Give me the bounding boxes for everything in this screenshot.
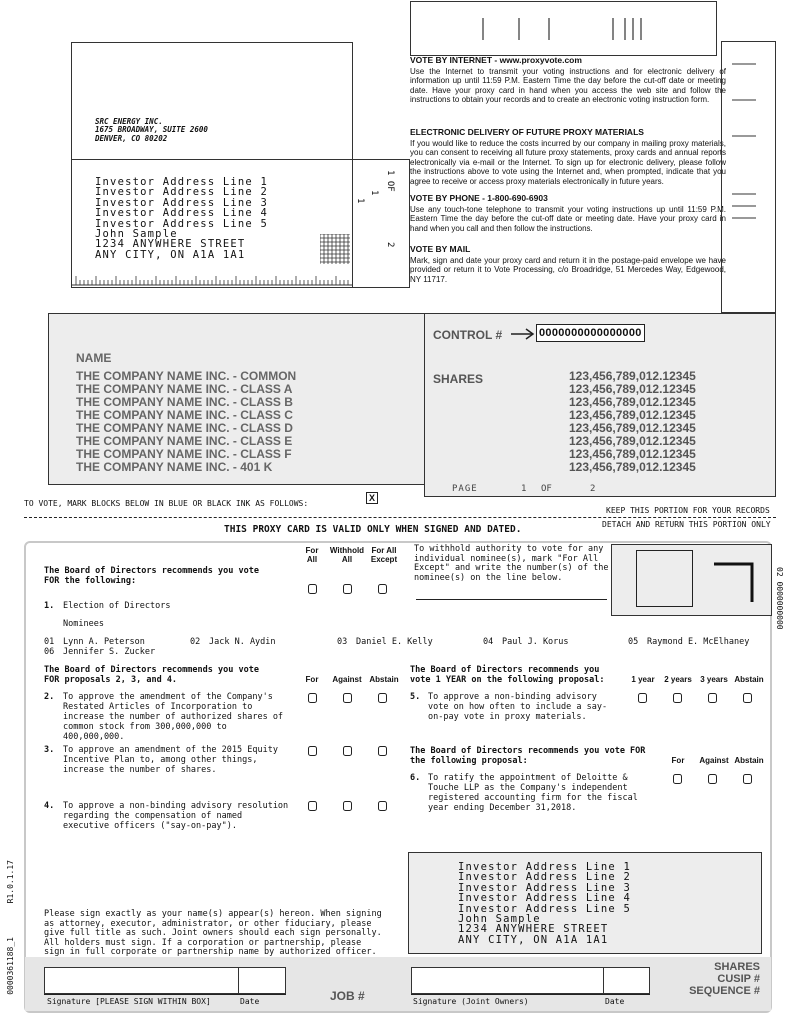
scan-inner-box	[636, 550, 693, 607]
item2-abstain-checkbox[interactable]	[378, 693, 387, 703]
detach-portion-label: DETACH AND RETURN THIS PORTION ONLY	[602, 520, 771, 529]
address-line: Investor Address Line 5	[458, 902, 631, 915]
date-box[interactable]	[238, 967, 286, 994]
page-total: 2	[590, 484, 596, 494]
page-of-marker: 1 OF	[385, 170, 395, 192]
page-one-marker-2: 1	[355, 198, 365, 204]
item6-for-checkbox[interactable]	[673, 774, 682, 784]
item5-text: To approve a non-binding advisory vote on how often to include a say-on-pay vote in proxy materials.	[428, 692, 608, 722]
mark-example-box: X	[366, 492, 378, 504]
date-label: Date	[240, 997, 260, 1006]
electronic-delivery-body: If you would like to reduce the costs incurred by our company in mailing proxy materials, you can consent to receiving all future proxy statements, proxy cards and annual reports electronically via e-mail or the Internet. To sign up for electronic delivery, please follow the instructions above to vote using the Internet and, when prompted, indicate that you agree to receive or access proxy materials electronically in future years.	[410, 138, 726, 186]
nominee-number: 04	[483, 637, 494, 647]
side-code: 02 0000000000	[775, 567, 784, 630]
sender-address	[95, 118, 208, 143]
withhold-all-checkbox[interactable]	[343, 584, 352, 594]
nominee-name: Paul J. Korus	[502, 637, 569, 647]
job-label: JOB #	[330, 989, 365, 1003]
name-label: NAME	[76, 351, 112, 365]
vote-internet-body: Use the Internet to transmit your voting instructions and for electronic delivery of information up until 11:59 P.M. Eastern Time the day before the cut-off date or meeting date. Have your proxy card in hand when you access the web site and follow the instructions to obtain your records and to create an electronic voting instruction form.	[410, 66, 726, 104]
nominee-number: 03	[337, 637, 348, 647]
address-line: ANY CITY, ON A1A 1A1	[458, 933, 609, 946]
item4-number: 4.	[44, 801, 55, 811]
sign-instructions: Please sign exactly as your name(s) appear(s) hereon. When signing as attorney, executor, administrator, or other fiduciary, please give full title as such. Joint owners should each sign personally. All holders must sign. If a corporation or partnership, please sign in full corporate or partnership name by authorized officer.	[44, 909, 382, 957]
address-line: Investor Address Line 4	[95, 207, 268, 220]
joint-date-label: Date	[605, 997, 625, 1006]
share-count: 123,456,789,012.12345	[569, 447, 696, 461]
col-abstain: Abstain	[369, 675, 399, 684]
address-line: ANY CITY, ON A1A 1A1	[95, 248, 246, 261]
control-label: CONTROL #	[433, 328, 503, 342]
for-all-checkbox[interactable]	[308, 584, 317, 594]
col-for-all-except: For All Except	[370, 546, 398, 564]
share-count: 123,456,789,012.12345	[569, 434, 696, 448]
signature-box[interactable]	[44, 967, 239, 994]
joint-date-box[interactable]	[603, 967, 650, 994]
item3-number: 3.	[44, 745, 55, 755]
item4-text: To approve a non-binding advisory resolution regarding the compensation of named executive officers ("say-on-pay").	[63, 801, 289, 831]
cusip-code-label: CUSIP #	[717, 973, 760, 985]
page-of: OF	[541, 484, 552, 494]
except-nominee-line[interactable]	[416, 599, 607, 600]
electronic-delivery-section	[410, 128, 726, 186]
item6-against-checkbox[interactable]	[708, 774, 717, 784]
address-line: Investor Address Line 5	[95, 217, 268, 230]
vote-phone-body: Use any touch-tone telephone to transmit your voting instructions up until 11:59 P.M. Eastern Time the day before the cut-off date or meeting date. Have your proxy card in hand when you call and then follow the instructions.	[410, 204, 726, 233]
address-line: John Sample	[95, 228, 178, 241]
company-name: THE COMPANY NAME INC. - CLASS E	[76, 434, 293, 448]
col-1-year: 1 year	[631, 675, 655, 684]
vote-internet-section	[410, 56, 726, 105]
page-total-marker: 2	[385, 242, 395, 248]
arrow-right-icon	[510, 327, 536, 341]
tick-ruler	[72, 274, 352, 286]
item2-number: 2.	[44, 692, 55, 702]
document-id-code: 0000361188_1	[6, 937, 15, 995]
nominee-number: 05	[628, 637, 639, 647]
for-all-except-checkbox[interactable]	[378, 584, 387, 594]
sender-name: SRC ENERGY INC.	[95, 117, 163, 126]
section1-heading: The Board of Directors recommends you vote FOR the following:	[44, 566, 259, 586]
item3-for-checkbox[interactable]	[308, 746, 317, 756]
col-abstain-frequency: Abstain	[734, 675, 764, 684]
item5-3-years-checkbox[interactable]	[708, 693, 717, 703]
joint-signature-box[interactable]	[411, 967, 604, 994]
section3-heading: The Board of Directors recommends you vote 1 YEAR on the following proposal:	[410, 665, 605, 685]
company-name: THE COMPANY NAME INC. - COMMON	[76, 369, 297, 383]
share-count: 123,456,789,012.12345	[569, 395, 696, 409]
page-label: PAGE	[452, 484, 478, 494]
address-line: Investor Address Line 1	[95, 176, 268, 188]
section4-heading: The Board of Directors recommends you vote FOR the following proposal:	[410, 746, 646, 766]
company-name: THE COMPANY NAME INC. - CLASS F	[76, 447, 292, 461]
section2-heading: The Board of Directors recommends you vote FOR proposals 2, 3, and 4.	[44, 665, 259, 685]
item5-abstain-checkbox[interactable]	[743, 693, 752, 703]
vote-mail-title: VOTE BY MAIL	[410, 244, 471, 254]
share-count: 123,456,789,012.12345	[569, 382, 696, 396]
address-line: Investor Address Line 2	[458, 871, 631, 884]
company-name: THE COMPANY NAME INC. - CLASS C	[76, 408, 293, 422]
address-line: John Sample	[458, 913, 541, 926]
nominee-name: Jack N. Aydin	[209, 637, 276, 647]
scan-mark-strip	[721, 41, 776, 313]
item1-number: 1.	[44, 601, 55, 611]
item6-number: 6.	[410, 773, 421, 783]
vote-phone-title: VOTE BY PHONE - 1-800-690-6903	[410, 193, 548, 203]
item5-1-year-checkbox[interactable]	[638, 693, 647, 703]
item2-text: To approve the amendment of the Company's Restated Articles of Incorporation to increase the number of authorized shares of common stock from 300,000,000 to 400,000,000.	[63, 692, 284, 742]
item3-text: To approve an amendment of the 2015 Equity Incentive Plan to, among other things, increase the number of shares.	[63, 745, 278, 775]
company-name: THE COMPANY NAME INC. - CLASS A	[76, 382, 293, 396]
address-line: 1234 ANYWHERE STREET	[95, 238, 246, 251]
item3-abstain-checkbox[interactable]	[378, 746, 387, 756]
col-for-2: For	[671, 756, 685, 765]
mark-instruction: TO VOTE, MARK BLOCKS BELOW IN BLUE OR BLACK INK AS FOLLOWS:	[24, 499, 309, 508]
revision-code: R1.0.1.17	[6, 860, 15, 904]
nominee-name: Jennifer S. Zucker	[63, 647, 156, 657]
company-name: THE COMPANY NAME INC. - CLASS B	[76, 395, 293, 409]
sender-city: DENVER, CO 80202	[95, 133, 168, 143]
col-against: Against	[332, 675, 362, 684]
item5-number: 5.	[410, 692, 421, 702]
col-against-2: Against	[699, 756, 729, 765]
col-3-years: 3 years	[700, 675, 728, 684]
col-withhold-all: Withhold All	[329, 546, 365, 564]
signature-line	[44, 994, 286, 995]
item3-against-checkbox[interactable]	[343, 746, 352, 756]
electronic-delivery-title: ELECTRONIC DELIVERY OF FUTURE PROXY MATERIALS	[410, 127, 644, 137]
vote-mail-body: Mark, sign and date your proxy card and return it in the postage-paid envelope we have provided or return it to Vote Processing, c/o Broadridge, 51 Mercedes Way, Edgewood, NY 11717.	[410, 255, 726, 284]
postal-barcode-grid	[320, 234, 350, 264]
valid-notice: THIS PROXY CARD IS VALID ONLY WHEN SIGNED AND DATED.	[224, 524, 522, 535]
col-abstain-2: Abstain	[734, 756, 764, 765]
item2-for-checkbox[interactable]	[308, 693, 317, 703]
corner-mark-icon	[712, 562, 754, 602]
vote-internet-title: VOTE BY INTERNET - www.proxyvote.com	[410, 55, 582, 65]
address-line: 1234 ANYWHERE STREET	[458, 923, 609, 936]
address-line: Investor Address Line 3	[458, 881, 631, 894]
footer-codes	[689, 961, 760, 997]
nominee-name: Raymond E. McElhaney	[647, 637, 750, 647]
address-line: Investor Address Line 1	[458, 861, 631, 873]
keep-portion-label: KEEP THIS PORTION FOR YOUR RECORDS	[606, 506, 770, 515]
barcode-box	[410, 1, 717, 56]
detach-line	[24, 517, 776, 518]
nominee-number: 01	[44, 637, 55, 647]
control-number: 0000000000000000	[536, 324, 645, 342]
nominee-number: 02	[190, 637, 201, 647]
shares-code-label: SHARES	[714, 961, 760, 973]
nominee-name: Lynn A. Peterson	[63, 637, 145, 647]
page-one-marker: 1	[369, 190, 379, 196]
recipient-address	[95, 177, 268, 260]
sequence-code-label: SEQUENCE #	[689, 985, 760, 997]
sender-street: 1675 BROADWAY, SUITE 2600	[95, 125, 208, 135]
page-number: 1	[521, 484, 527, 494]
nominee-name: Daniel E. Kelly	[356, 637, 433, 647]
item1-text: Election of Directors	[63, 601, 171, 611]
item2-against-checkbox[interactable]	[343, 693, 352, 703]
nominees-label: Nominees	[63, 619, 104, 629]
col-for: For	[305, 675, 319, 684]
address-line: Investor Address Line 2	[95, 186, 268, 199]
share-count: 123,456,789,012.12345	[569, 460, 696, 474]
item5-2-years-checkbox[interactable]	[673, 693, 682, 703]
page-marker-box	[352, 159, 410, 288]
address-line: Investor Address Line 4	[458, 892, 631, 905]
joint-signature-line	[411, 994, 650, 995]
nominee-number: 06	[44, 647, 55, 657]
share-count: 123,456,789,012.12345	[569, 408, 696, 422]
address-line: Investor Address Line 3	[95, 196, 268, 209]
vote-phone-section	[410, 194, 726, 233]
item4-against-checkbox[interactable]	[343, 801, 352, 811]
withhold-instruction: To withhold authority to vote for any individual nominee(s), mark "For All Except" and write the number(s) of the nominee(s) on the line below.	[414, 544, 609, 583]
vote-mail-section	[410, 245, 726, 284]
col-2-years: 2 years	[664, 675, 692, 684]
share-count: 123,456,789,012.12345	[569, 369, 696, 383]
barcode-icon	[411, 2, 716, 55]
item6-abstain-checkbox[interactable]	[743, 774, 752, 784]
signature-label: Signature [PLEASE SIGN WITHIN BOX]	[47, 997, 211, 1006]
item4-abstain-checkbox[interactable]	[378, 801, 387, 811]
scan-marks-icon	[722, 42, 775, 312]
item4-for-checkbox[interactable]	[308, 801, 317, 811]
return-address	[458, 862, 631, 945]
shares-label: SHARES	[433, 372, 484, 386]
item6-text: To ratify the appointment of Deloitte & Touche LLP as the Company's independent registered accounting firm for the fiscal year ending December 31,2018.	[428, 773, 638, 813]
joint-signature-label: Signature (Joint Owners)	[413, 997, 529, 1006]
company-name: THE COMPANY NAME INC. - 401 K	[76, 460, 273, 474]
share-count: 123,456,789,012.12345	[569, 421, 696, 435]
company-name: THE COMPANY NAME INC. - CLASS D	[76, 421, 293, 435]
col-for-all: For All	[305, 546, 319, 564]
